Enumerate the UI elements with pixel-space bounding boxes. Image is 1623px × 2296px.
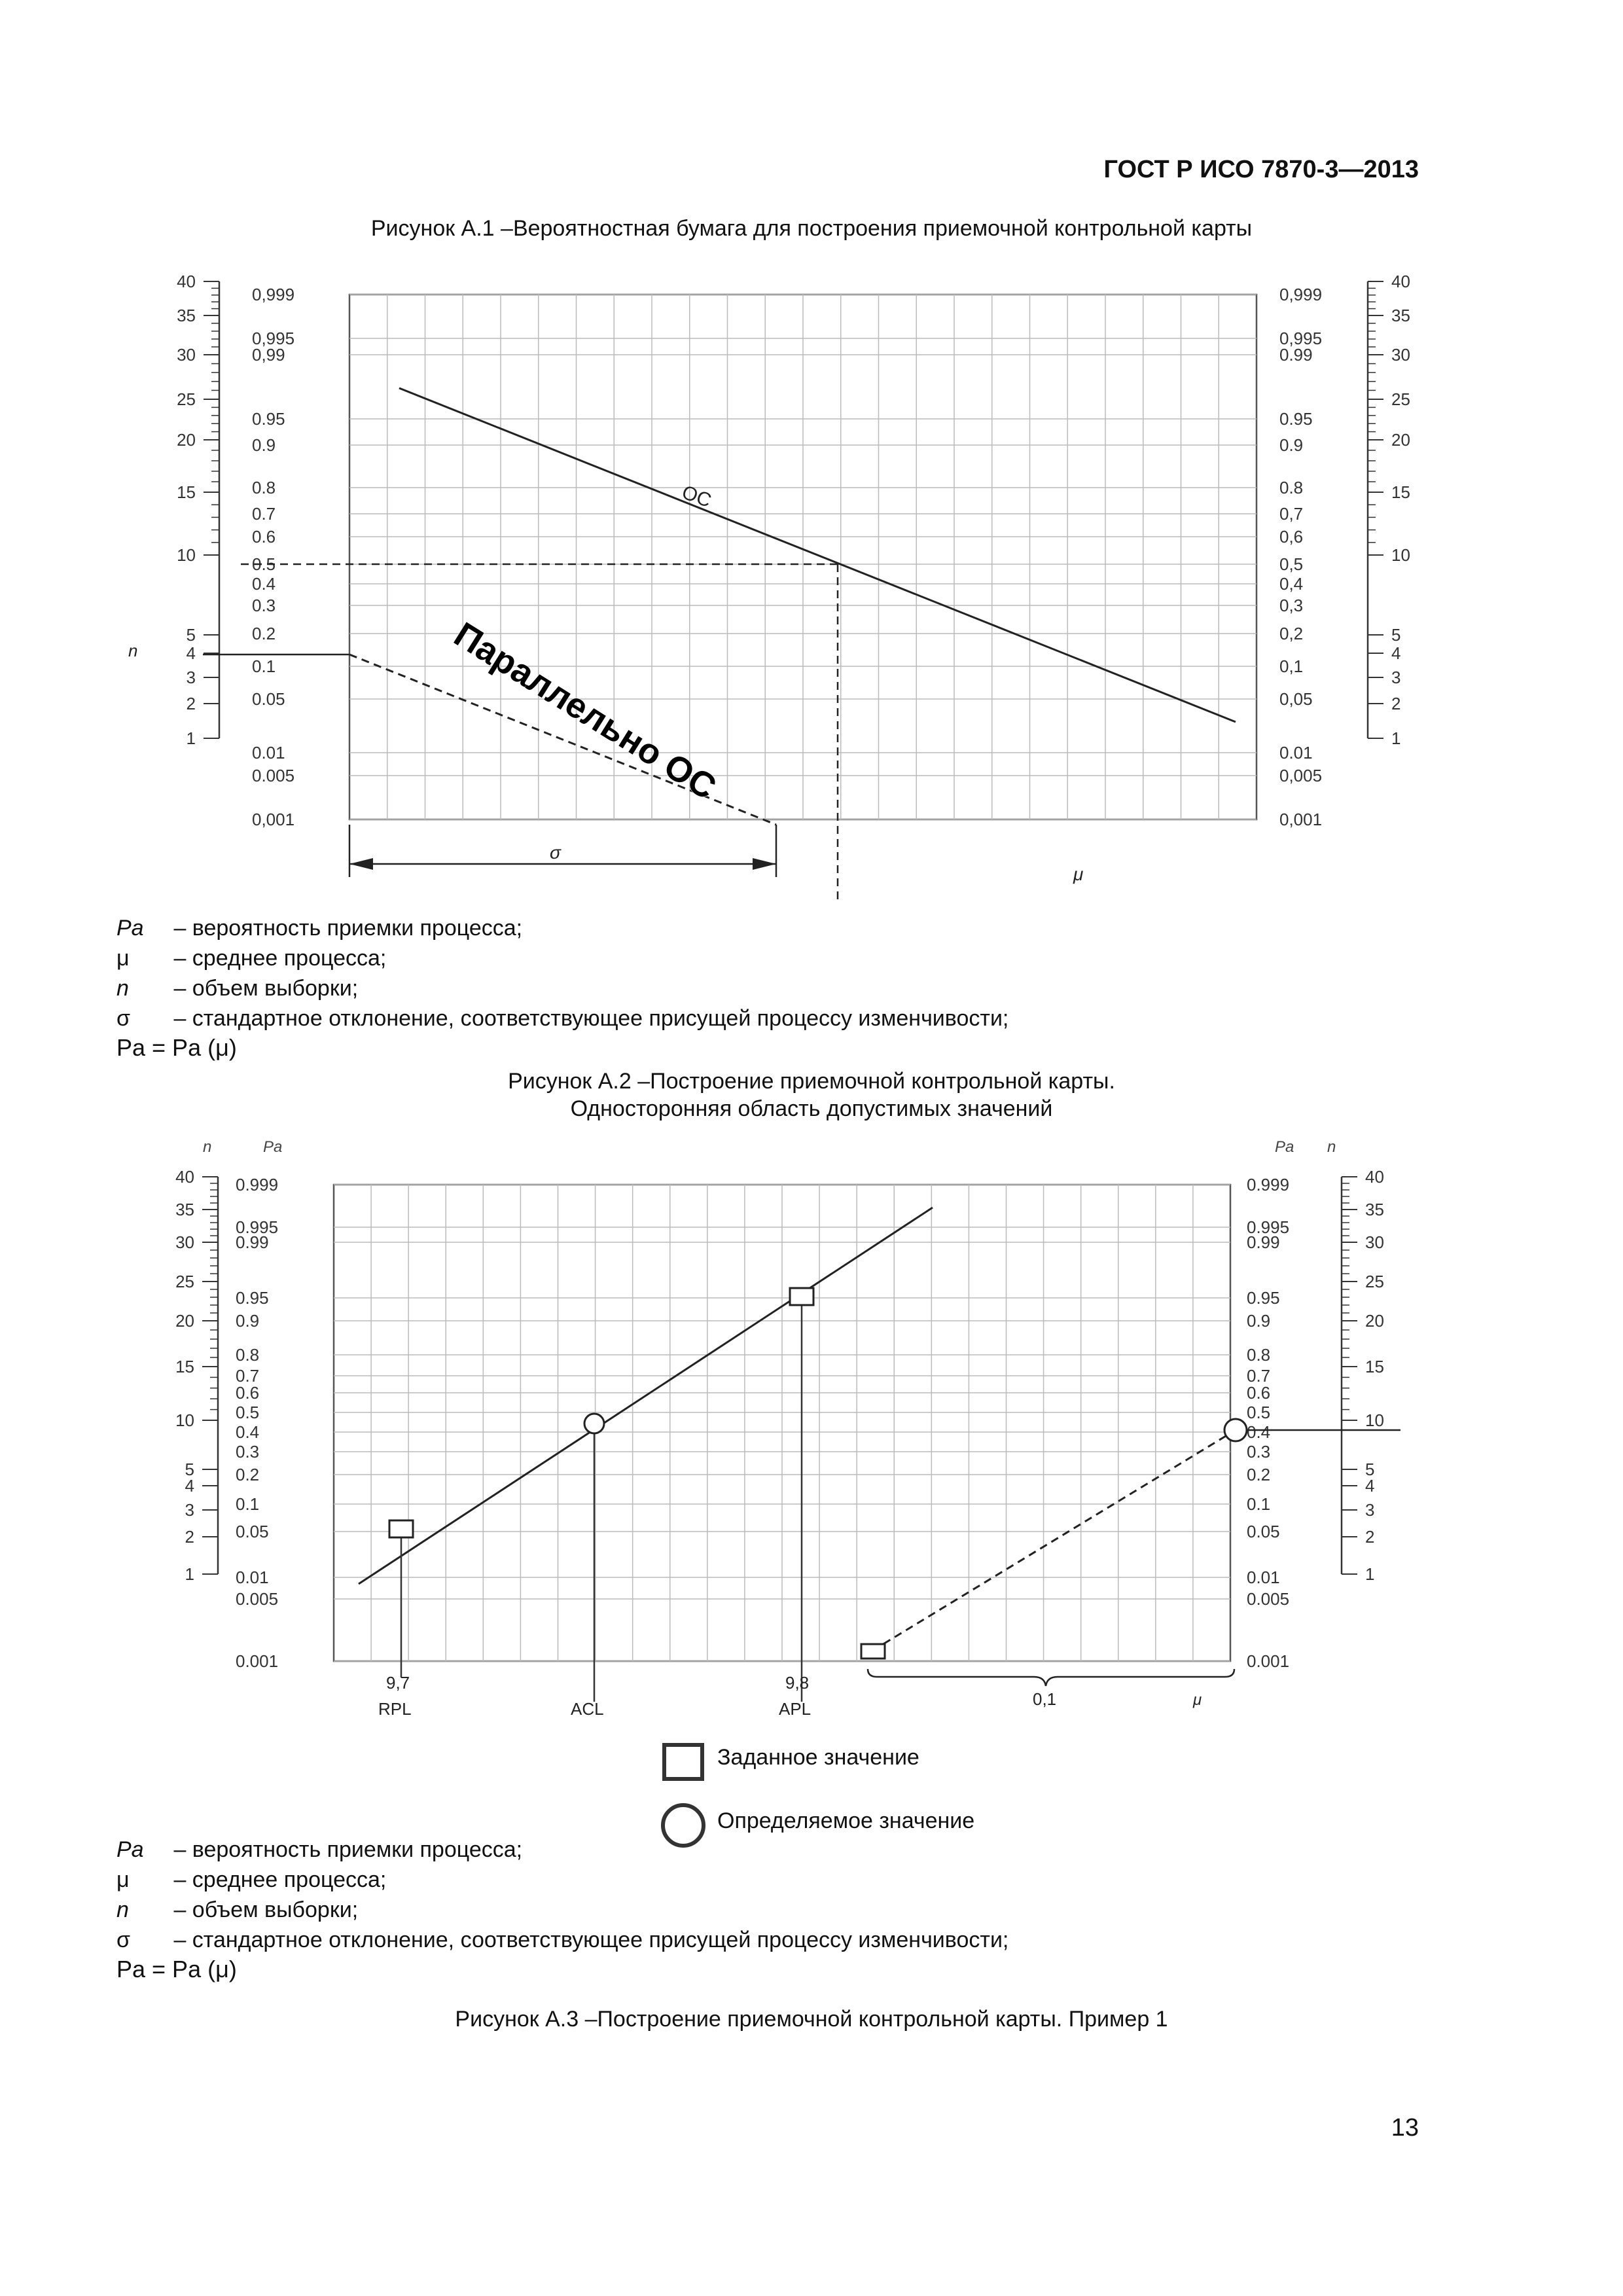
n-tick-left: 3 <box>185 1500 194 1520</box>
legend-symbol: μ <box>116 946 130 971</box>
n-tick-left: 3 <box>186 668 196 687</box>
a3-apl-label: APL <box>779 1699 812 1719</box>
pa-tick-right: 0.999 <box>1247 1175 1290 1194</box>
n-tick-right: 30 <box>1391 345 1410 365</box>
pa-tick-left: 0,995 <box>252 329 295 348</box>
legend-symbol: Pa <box>116 1837 144 1862</box>
pa-tick-left: 0.95 <box>236 1288 269 1308</box>
pa-tick-right: 0.5 <box>1247 1403 1271 1422</box>
n-tick-right: 25 <box>1365 1272 1384 1291</box>
pa-tick-left: 0.005 <box>252 766 295 785</box>
pa-tick-left: 0.995 <box>236 1217 279 1237</box>
a2-n-label: n <box>128 641 138 660</box>
a3-header-right-pa: Pa <box>1275 1138 1294 1156</box>
pa-tick-right: 0.8 <box>1279 478 1304 497</box>
pa-tick-left: 0.8 <box>252 478 276 497</box>
legend-symbol: μ <box>116 1867 130 1892</box>
a3-brace-value: 0,1 <box>1033 1689 1057 1709</box>
pa-tick-right: 0.2 <box>1247 1465 1271 1484</box>
pa-tick-right: 0.99 <box>1247 1232 1280 1252</box>
a2-arrow-left <box>349 858 373 870</box>
a3-x-value-2: 9,8 <box>785 1673 810 1693</box>
pa-tick-right: 0.01 <box>1279 743 1313 762</box>
n-tick-right: 2 <box>1365 1527 1375 1547</box>
a3-header-left-pa: Pa <box>263 1138 283 1156</box>
pa-tick-right: 0.99 <box>1279 345 1313 365</box>
a2-arrow-right <box>753 858 776 870</box>
pa-tick-left: 0.05 <box>236 1522 269 1541</box>
n-tick-left: 15 <box>175 1357 194 1376</box>
pa-tick-left: 0.8 <box>236 1345 260 1365</box>
n-tick-right: 5 <box>1365 1460 1375 1479</box>
legend-item <box>116 1003 1008 1033</box>
n-tick-right: 15 <box>1391 482 1410 502</box>
n-tick-left: 1 <box>186 728 196 748</box>
n-tick-left: 4 <box>186 643 196 663</box>
a2-mu-label: μ <box>1073 864 1084 884</box>
a3-key-given-symbol <box>662 1743 704 1781</box>
a3-rpl-marker <box>389 1520 413 1537</box>
pa-tick-left: 0.01 <box>236 1568 269 1587</box>
figure-a3-caption: Рисунок А.3 –Построение приемочной контрольной карты. Пример 1 <box>455 2007 1168 2032</box>
a3-formula-text: Pa = Pa (μ) <box>116 1956 237 1982</box>
legend-symbol: σ <box>116 1928 130 1952</box>
n-tick-right: 10 <box>1391 545 1410 565</box>
legend-item <box>116 1865 1008 1895</box>
n-tick-left: 20 <box>177 430 196 450</box>
n-tick-right: 1 <box>1365 1564 1375 1584</box>
pa-tick-right: 0,3 <box>1279 596 1304 615</box>
a3-header-right-n: n <box>1327 1138 1336 1156</box>
pa-tick-right: 0.7 <box>1247 1366 1271 1386</box>
n-tick-left: 2 <box>186 694 196 713</box>
pa-tick-left: 0.5 <box>252 554 276 574</box>
n-tick-right: 20 <box>1365 1311 1384 1331</box>
pa-tick-right: 0.4 <box>1247 1422 1271 1442</box>
pa-tick-right: 0.001 <box>1247 1651 1290 1671</box>
a3-brace <box>868 1669 1234 1686</box>
n-tick-right: 35 <box>1391 306 1410 325</box>
n-tick-right: 15 <box>1365 1357 1384 1376</box>
pa-tick-left: 0,999 <box>252 285 295 304</box>
pa-tick-left: 0.01 <box>252 743 285 762</box>
n-tick-right: 40 <box>1365 1167 1384 1187</box>
n-tick-left: 40 <box>175 1167 194 1187</box>
pa-tick-left: 0.9 <box>252 435 276 455</box>
n-tick-left: 2 <box>185 1527 194 1547</box>
legend-text: – стандартное отклонение, соответствующее присущей процессу изменчивости; <box>168 1928 1009 1952</box>
n-tick-right: 4 <box>1391 643 1401 663</box>
figure-a1-caption: Рисунок А.1 –Вероятностная бумага для построения приемочной контрольной карты <box>370 216 1253 241</box>
a3-mu-label: μ <box>1193 1691 1202 1709</box>
pa-tick-right: 0.8 <box>1247 1345 1271 1365</box>
a3-grid <box>334 1185 1230 1661</box>
pa-tick-left: 0.99 <box>236 1232 269 1252</box>
n-tick-right: 4 <box>1365 1476 1375 1496</box>
pa-tick-left: 0.4 <box>236 1422 260 1442</box>
pa-tick-right: 0,999 <box>1279 285 1323 304</box>
a3-key-given-label: Заданное значение <box>717 1745 919 1770</box>
pa-tick-right: 0,2 <box>1279 624 1304 643</box>
n-tick-right: 2 <box>1391 694 1401 713</box>
figure-a3-legend <box>116 1835 1008 1955</box>
pa-tick-left: 0.2 <box>236 1465 260 1484</box>
a3-rpl-label: RPL <box>378 1699 412 1719</box>
n-tick-right: 20 <box>1391 430 1410 450</box>
a3-key-determined-label: Определяемое значение <box>717 1808 975 1833</box>
n-tick-left: 25 <box>177 389 196 409</box>
pa-tick-left: 0.6 <box>252 527 276 547</box>
legend-symbol: n <box>116 1897 129 1922</box>
pa-tick-right: 0,4 <box>1279 574 1304 594</box>
n-tick-left: 35 <box>177 306 196 325</box>
n-tick-right: 25 <box>1391 389 1410 409</box>
pa-tick-right: 0,5 <box>1279 554 1304 574</box>
a3-right-marker <box>1224 1419 1247 1441</box>
pa-tick-left: 0,99 <box>252 345 285 365</box>
legend-text: – объем выборки; <box>168 976 359 1001</box>
pa-tick-left: 0.05 <box>252 689 285 709</box>
pa-tick-right: 0,995 <box>1279 329 1323 348</box>
a3-apl-marker <box>790 1288 813 1305</box>
n-tick-left: 25 <box>175 1272 194 1291</box>
pa-tick-left: 0.001 <box>236 1651 279 1671</box>
legend-item <box>116 1895 1008 1925</box>
pa-tick-right: 0.1 <box>1247 1494 1271 1514</box>
pa-tick-right: 0.005 <box>1247 1589 1290 1609</box>
pa-tick-left: 0.9 <box>236 1311 260 1331</box>
pa-tick-left: 0,001 <box>252 810 295 829</box>
n-tick-left: 30 <box>175 1232 194 1252</box>
figure-a3-chart <box>0 1113 1623 1741</box>
figure-a2-caption-2: Односторонняя область допустимых значений <box>570 1096 1053 1121</box>
legend-text: – среднее процесса; <box>168 1867 387 1892</box>
a3-x-value-1: 9,7 <box>386 1673 410 1693</box>
n-tick-left: 20 <box>175 1311 194 1331</box>
pa-tick-left: 0.5 <box>236 1403 260 1422</box>
n-tick-right: 30 <box>1365 1232 1384 1252</box>
legend-text: – вероятность приемки процесса; <box>168 916 523 941</box>
n-tick-right: 1 <box>1391 728 1401 748</box>
standard-number: ГОСТ Р ИСО 7870-3—2013 <box>1103 156 1419 183</box>
legend-text: – стандартное отклонение, соответствующее присущей процессу изменчивости; <box>168 1006 1009 1031</box>
pa-tick-left: 0.1 <box>236 1494 260 1514</box>
a3-dashed-line <box>872 1430 1236 1651</box>
pa-tick-right: 0,6 <box>1279 527 1304 547</box>
pa-tick-right: 0,05 <box>1279 689 1313 709</box>
legend-text: – вероятность приемки процесса; <box>168 1837 523 1862</box>
legend-item <box>116 943 1008 973</box>
n-tick-left: 4 <box>185 1476 194 1496</box>
a3-oc-line <box>359 1208 933 1584</box>
a2-sigma-label: σ <box>550 842 561 863</box>
pa-tick-right: 0.95 <box>1247 1288 1280 1308</box>
pa-tick-right: 0,1 <box>1279 656 1304 676</box>
pa-tick-right: 0.95 <box>1279 409 1313 429</box>
pa-tick-right: 0,7 <box>1279 504 1304 524</box>
legend-symbol: n <box>116 976 129 1001</box>
pa-tick-left: 0.4 <box>252 574 276 594</box>
pa-tick-left: 0.7 <box>252 504 276 524</box>
a2-axes <box>177 272 1410 829</box>
page-number: 13 <box>1391 2114 1419 2142</box>
a2-formula-text: Pa = Pa (μ) <box>116 1034 237 1061</box>
a2-parallel-label: Параллельно ОС <box>447 615 723 808</box>
figure-a2-caption-1: Рисунок А.2 –Построение приемочной контрольной карты. <box>508 1069 1115 1094</box>
pa-tick-right: 0.01 <box>1247 1568 1280 1587</box>
pa-tick-right: 0,005 <box>1279 766 1323 785</box>
pa-tick-right: 0,001 <box>1279 810 1323 829</box>
figure-a2-legend <box>116 913 1008 1033</box>
a3-acl-label: ACL <box>571 1699 604 1719</box>
n-tick-left: 10 <box>175 1410 194 1430</box>
pa-tick-right: 0.05 <box>1247 1522 1280 1541</box>
n-tick-left: 5 <box>185 1460 194 1479</box>
legend-item <box>116 913 1008 943</box>
pa-tick-right: 0.3 <box>1247 1442 1271 1462</box>
n-tick-left: 10 <box>177 545 196 565</box>
pa-tick-left: 0.2 <box>252 624 276 643</box>
pa-tick-right: 0.9 <box>1247 1311 1271 1331</box>
a3-formula <box>116 1956 237 1983</box>
pa-tick-left: 0.1 <box>252 656 276 676</box>
pa-tick-left: 0.999 <box>236 1175 279 1194</box>
n-tick-right: 40 <box>1391 272 1410 291</box>
a3-acl-marker <box>584 1414 604 1433</box>
n-tick-left: 35 <box>175 1200 194 1219</box>
a2-oc-label: OC <box>679 481 715 512</box>
pa-tick-left: 0.95 <box>252 409 285 429</box>
n-tick-left: 15 <box>177 482 196 502</box>
n-tick-left: 5 <box>186 625 196 645</box>
pa-tick-left: 0.6 <box>236 1383 260 1403</box>
pa-tick-left: 0.7 <box>236 1366 260 1386</box>
pa-tick-left: 0.3 <box>236 1442 260 1462</box>
a2-formula <box>116 1034 237 1062</box>
legend-symbol: Pa <box>116 916 144 941</box>
pa-tick-right: 0.995 <box>1247 1217 1290 1237</box>
legend-text: – среднее процесса; <box>168 946 387 971</box>
n-tick-right: 3 <box>1365 1500 1375 1520</box>
n-tick-right: 3 <box>1391 668 1401 687</box>
n-tick-left: 40 <box>177 272 196 291</box>
legend-item <box>116 973 1008 1003</box>
n-tick-right: 35 <box>1365 1200 1384 1219</box>
legend-symbol: σ <box>116 1006 130 1031</box>
n-tick-left: 30 <box>177 345 196 365</box>
a2-grid <box>349 295 1257 819</box>
n-tick-left: 1 <box>185 1564 194 1584</box>
legend-item <box>116 1925 1008 1955</box>
n-tick-right: 5 <box>1391 625 1401 645</box>
pa-tick-right: 0.9 <box>1279 435 1304 455</box>
legend-item <box>116 1835 1008 1865</box>
n-tick-right: 10 <box>1365 1410 1384 1430</box>
pa-tick-right: 0.6 <box>1247 1383 1271 1403</box>
pa-tick-left: 0.3 <box>252 596 276 615</box>
legend-text: – объем выборки; <box>168 1897 359 1922</box>
figure-a2-chart <box>0 262 1623 916</box>
a3-bottom-marker <box>861 1644 885 1659</box>
a3-header-left-n: n <box>203 1138 212 1156</box>
pa-tick-left: 0.005 <box>236 1589 279 1609</box>
